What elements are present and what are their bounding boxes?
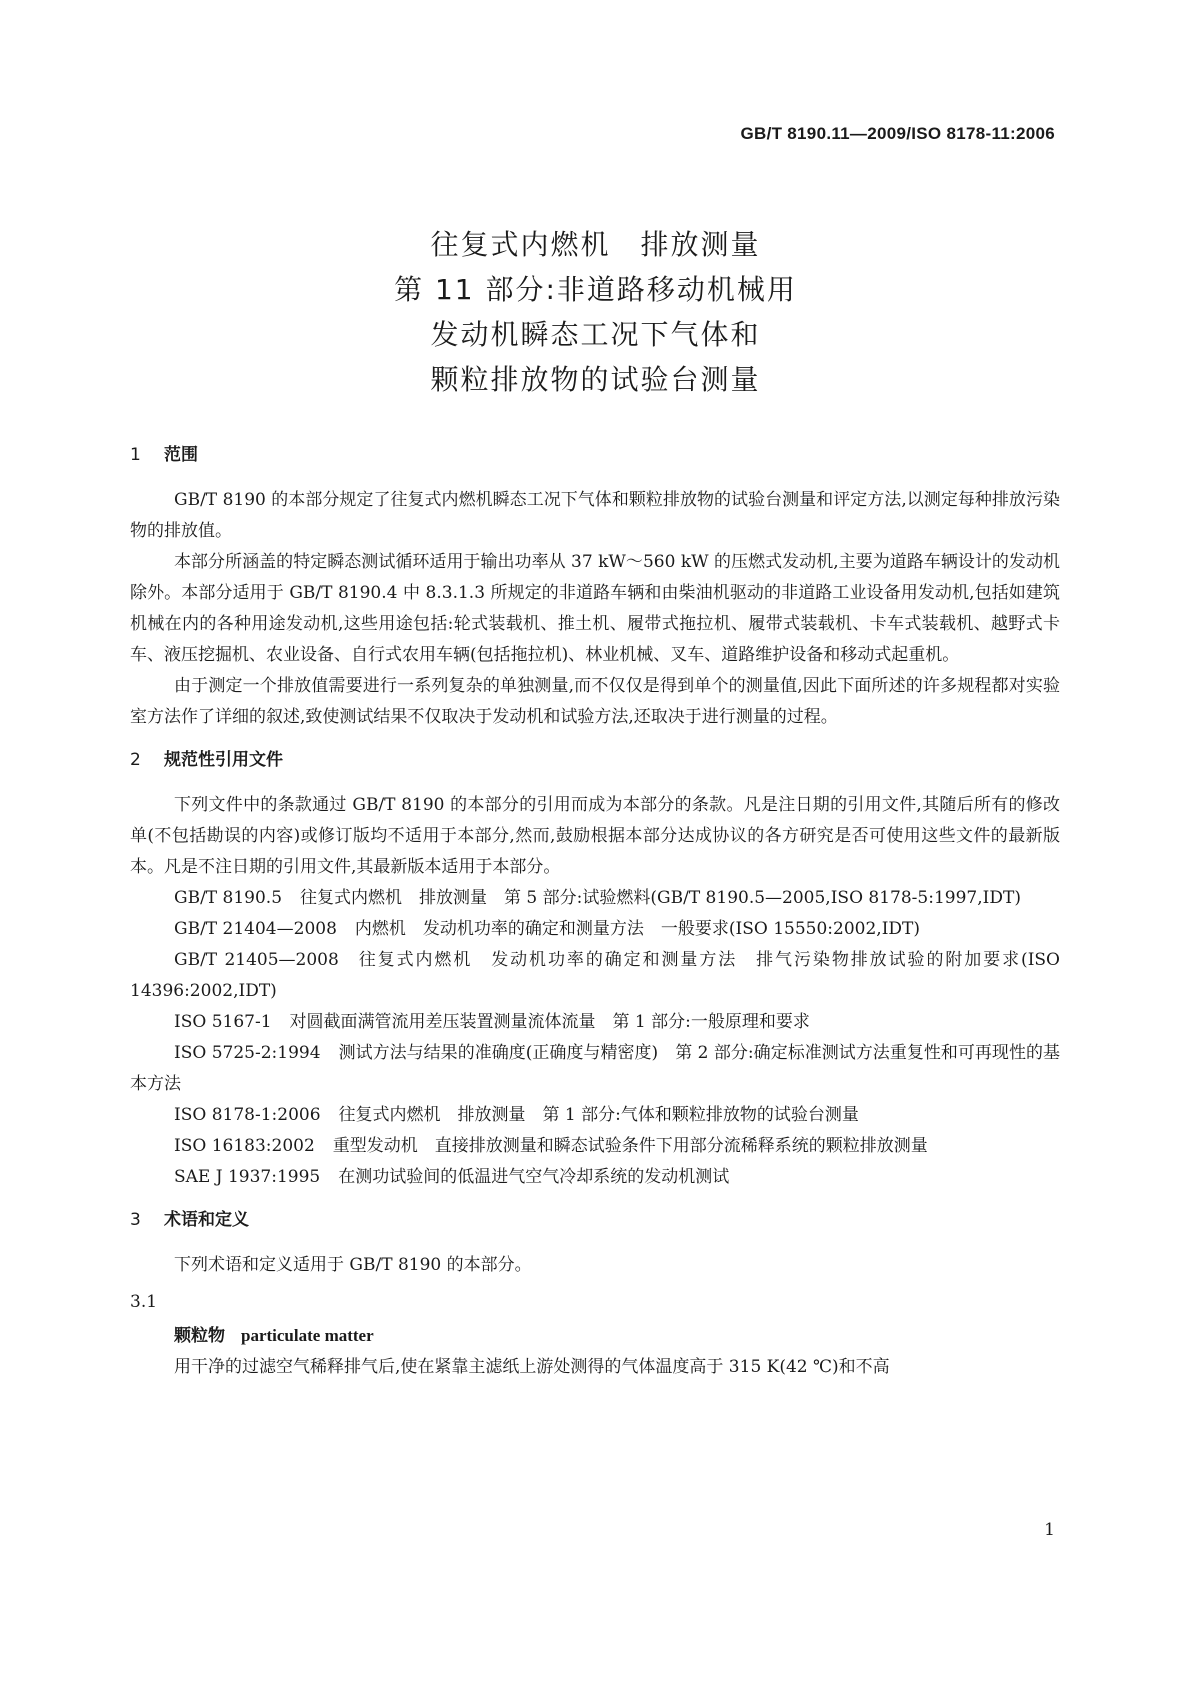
section-1-paragraph-2: 本部分所涵盖的特定瞬态测试循环适用于输出功率从 37 kW～560 kW 的压燃式发动机,主要为道路车辆设计的发动机除外。本部分适用于 GB/T 8190.4 中 8.3.1.3 所规定的非道路车辆和由柴油机驱动的非道路工业设备用发动机,包括如建筑机械在内的各种用途发动机,这些用途包括:轮式装载机、推土机、履带式拖拉机、履带式装载机、卡车式装载机、越野式卡车、液压挖掘机、农业设备、自行式农用车辆(包括拖拉机)、林业机械、叉车、道路维护设备和移动式起重机。 xyxy=(130,552,1060,665)
reference-code: SAE J 1937:1995 xyxy=(174,1167,321,1187)
section-2-number: 2 xyxy=(130,750,141,770)
reference-item xyxy=(130,1007,1060,1038)
reference-text: 往复式内燃机 发动机功率的确定和测量方法 排气污染物排放试验的附加要求(ISO 14396:2002,IDT) xyxy=(130,950,1060,1001)
title-line-3: 发动机瞬态工况下气体和 xyxy=(430,318,761,351)
section-1-number: 1 xyxy=(130,445,141,465)
reference-item xyxy=(130,914,1060,945)
reference-text: 对圆截面满管流用差压装置测量流体流量 第 1 部分:一般原理和要求 xyxy=(289,1012,810,1032)
page-number: 1 xyxy=(1044,1520,1055,1540)
term-english: particulate matter xyxy=(241,1326,374,1345)
reference-text: 往复式内燃机 排放测量 第 1 部分:气体和颗粒排放物的试验台测量 xyxy=(338,1105,859,1125)
reference-code: ISO 5167-1 xyxy=(174,1012,272,1032)
section-2-title: 规范性引用文件 xyxy=(164,750,283,770)
title-line-2: 第 11 部分:非道路移动机械用 xyxy=(394,273,797,306)
reference-code: GB/T 21404—2008 xyxy=(174,919,337,939)
reference-code: ISO 8178-1:2006 xyxy=(174,1105,321,1125)
section-1-paragraph-3: 由于测定一个排放值需要进行一系列复杂的单独测量,而不仅仅是得到单个的测量值,因此下面所述的许多规程都对实验室方法作了详细的叙述,致使测试结果不仅取决于发动机和试验方法,还取决于进行测量的过程。 xyxy=(130,676,1060,727)
title-line-1: 往复式内燃机 排放测量 xyxy=(430,228,761,261)
reference-code: GB/T 8190.5 xyxy=(174,888,283,908)
reference-item xyxy=(130,1131,1060,1162)
term-definition: 用干净的过滤空气稀释排气后,使在紧靠主滤纸上游处测得的气体温度高于 315 K(42 ℃)和不高 xyxy=(174,1357,890,1377)
reference-code: ISO 5725-2:1994 xyxy=(174,1043,321,1063)
document-body xyxy=(130,440,1060,1383)
section-2-intro: 下列文件中的条款通过 GB/T 8190 的本部分的引用而成为本部分的条款。凡是注日期的引用文件,其随后所有的修改单(不包括勘误的内容)或修订版均不适用于本部分,然而,鼓励根据本部分达成协议的各方研究是否可使用这些文件的最新版本。凡是不注日期的引用文件,其最新版本适用于本部分。 xyxy=(130,795,1060,877)
reference-text: 重型发动机 直接排放测量和瞬态试验条件下用部分流稀释系统的颗粒排放测量 xyxy=(332,1136,928,1156)
standard-number: GB/T 8190.11—2009/ISO 8178-11:2006 xyxy=(740,124,1055,143)
section-1-paragraph-1: GB/T 8190 的本部分规定了往复式内燃机瞬态工况下气体和颗粒排放物的试验台测量和评定方法,以测定每种排放污染物的排放值。 xyxy=(130,490,1060,541)
section-3-intro: 下列术语和定义适用于 GB/T 8190 的本部分。 xyxy=(174,1255,532,1275)
section-1-heading xyxy=(130,440,1060,471)
reference-code: GB/T 21405—2008 xyxy=(174,950,339,970)
term-entry xyxy=(174,1320,1060,1352)
reference-item xyxy=(130,1100,1060,1131)
section-3-number: 3 xyxy=(130,1210,141,1230)
term-chinese: 颗粒物 xyxy=(174,1326,225,1346)
reference-text: 往复式内燃机 排放测量 第 5 部分:试验燃料(GB/T 8190.5—2005,ISO 8178-5:1997,IDT) xyxy=(300,888,1021,908)
reference-item xyxy=(130,1038,1060,1100)
reference-text: 在测功试验间的低温进气空气冷却系统的发动机测试 xyxy=(338,1167,730,1187)
reference-text: 测试方法与结果的准确度(正确度与精密度) 第 2 部分:确定标准测试方法重复性和可再现性的基本方法 xyxy=(130,1043,1060,1094)
reference-item xyxy=(130,883,1060,914)
reference-item xyxy=(130,1162,1060,1193)
section-2-heading xyxy=(130,745,1060,776)
section-1-title: 范围 xyxy=(164,445,198,465)
reference-item xyxy=(130,945,1060,1007)
reference-code: ISO 16183:2002 xyxy=(174,1136,315,1156)
section-3-heading xyxy=(130,1205,1060,1236)
title-line-4: 颗粒排放物的试验台测量 xyxy=(430,363,761,396)
document-title xyxy=(0,222,1191,402)
reference-text: 内燃机 发动机功率的确定和测量方法 一般要求(ISO 15550:2002,IDT) xyxy=(354,919,921,939)
clause-number: 3.1 xyxy=(130,1292,158,1312)
section-3-title: 术语和定义 xyxy=(164,1210,249,1230)
